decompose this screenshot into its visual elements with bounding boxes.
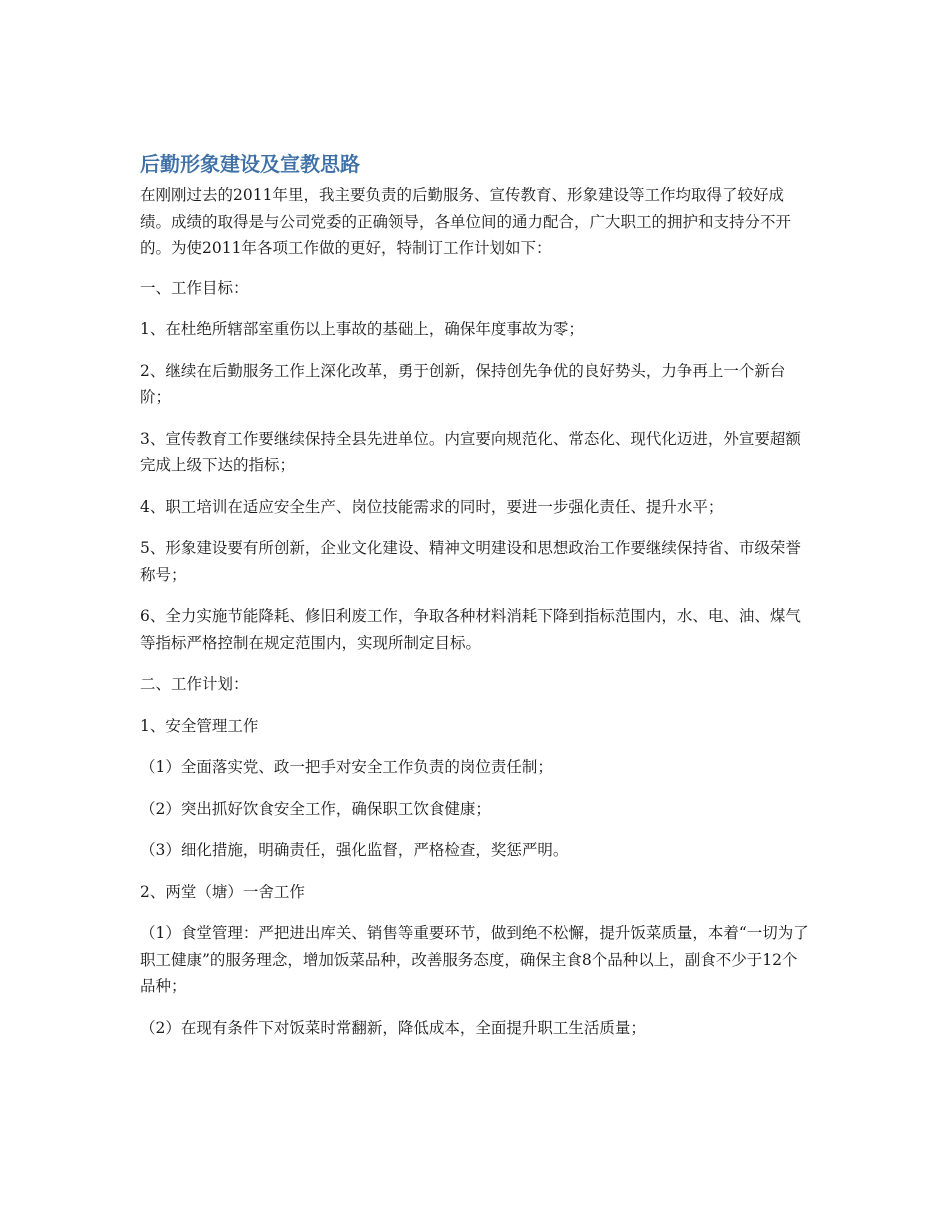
goal-item-1: 1、在杜绝所辖部室重伤以上事故的基础上，确保年度事故为零； [140,320,584,338]
paragraph-intro: 在刚刚过去的2011年里，我主要负责的后勤服务、宣传教育、形象建设等工作均取得了较好成绩。成绩的取得是与公司党委的正确领导，各单位间的通力配合，广大职工的拥护和支持分不开的。为使2011年各项工作做的更好，特制订工作计划如下： [140,186,792,257]
section-heading-plan: 二、工作计划： [140,675,249,693]
goal-item-3: 3、宣传教育工作要继续保持全县先进单位。内宣要向规范化、常态化、现代化迈进，外宣要超额完成上级下达的指标； [140,429,801,474]
section-heading-goals: 一、工作目标： [140,278,249,297]
plan-subitem-safety-2: （2）突出抓好饮食安全工作，确保职工饮食健康； [140,799,491,818]
goal-item-4: 4、职工培训在适应安全生产、岗位技能需求的同时，要进一步强化责任、提升水平； [140,497,724,516]
goal-item-5: 5、形象建设要有所创新，企业文化建设、精神文明建设和思想政治工作要继续保持省、市级荣誉称号； [140,539,801,584]
plan-item-canteen: 2、两堂（塘）一舍工作 [140,882,305,901]
plan-subitem-safety-1: （1）全面落实党、政一把手对安全工作负责的岗位责任制； [140,758,553,776]
goal-item-6: 6、全力实施节能降耗、修旧利废工作，争取各种材料消耗下降到指标范围内，水、电、油、煤气等指标严格控制在规定范围内，实现所制定目标。 [140,607,801,652]
document-title: 后勤形象建设及宣教思路 [140,152,360,176]
plan-item-safety: 1、安全管理工作 [140,716,259,735]
plan-subitem-safety-3: （3）细化措施，明确责任，强化监督，严格检查，奖惩严明。 [140,841,569,859]
document-body [140,182,812,1056]
plan-subitem-canteen-2: （2）在现有条件下对饭菜时常翻新，降低成本，全面提升职工生活质量； [140,1018,646,1037]
plan-subitem-canteen-1: （1）食堂管理：严把进出库关、销售等重要环节，做到绝不松懈，提升饭菜质量，本着“一切为了职工健康”的服务理念，增加饭菜品种，改善服务态度，确保主食8个品种以上，副食不少于12个品种； [140,924,809,995]
goal-item-2: 2、继续在后勤服务工作上深化改革，勇于创新，保持创先争优的良好势头，力争再上一个新台阶； [140,361,786,406]
